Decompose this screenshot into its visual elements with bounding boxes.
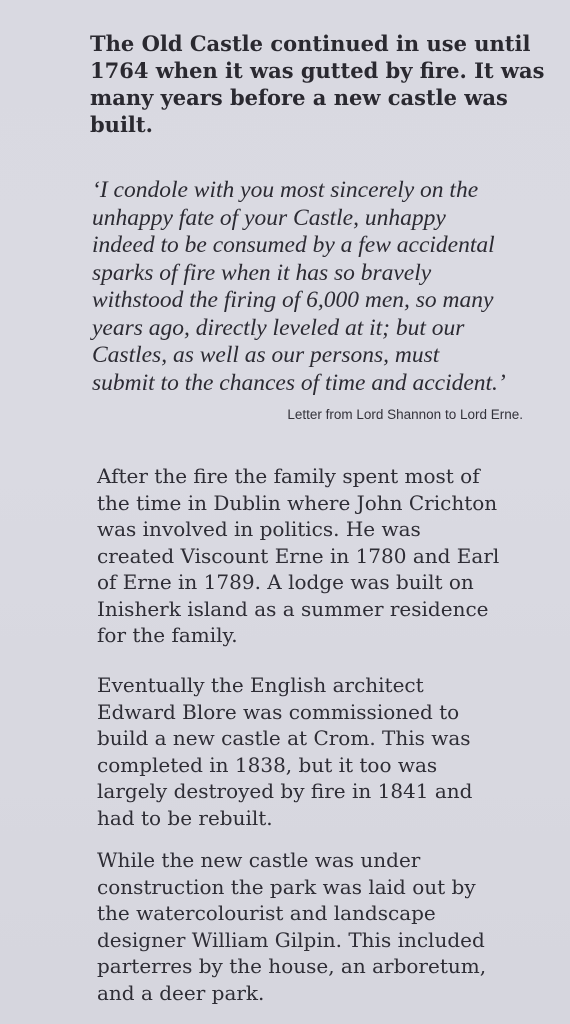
letter-quote: ‘I condole with you most sincerely on the unhappy fate of your Castle, unhappy indeed to be consumed by a few accidental sparks of fire when it has so bravely withstood the firing of 6,000 men, so many years ago, directly leveled at it; but our Castles, as well as our persons, must submit to the chances of time and accident.’ (92, 177, 506, 396)
paragraph-family-dublin: After the fire the family spent most of the time in Dublin where John Crichton was involved in politics. He was created Viscount Erne in 1780 and Earl of Erne in 1789. A lodge was built on Inisherk island as a summer residence for the family. (97, 464, 500, 647)
panel-heading: The Old Castle continued in use until 1764 when it was gutted by fire. It was many years before a new castle was built. (90, 31, 545, 137)
paragraph-park-layout: While the new castle was under construction the park was laid out by the watercolourist and landscape designer William Gilpin. This included parterres by the house, an arboretum, and a deer park. (97, 848, 487, 1005)
paragraph-new-castle: Eventually the English architect Edward Blore was commissioned to build a new castle at Crom. This was completed in 1838, but it too was largely destroyed by fire in 1841 and had to be rebuilt. (97, 673, 473, 830)
quote-attribution: Letter from Lord Shannon to Lord Erne. (287, 407, 523, 422)
